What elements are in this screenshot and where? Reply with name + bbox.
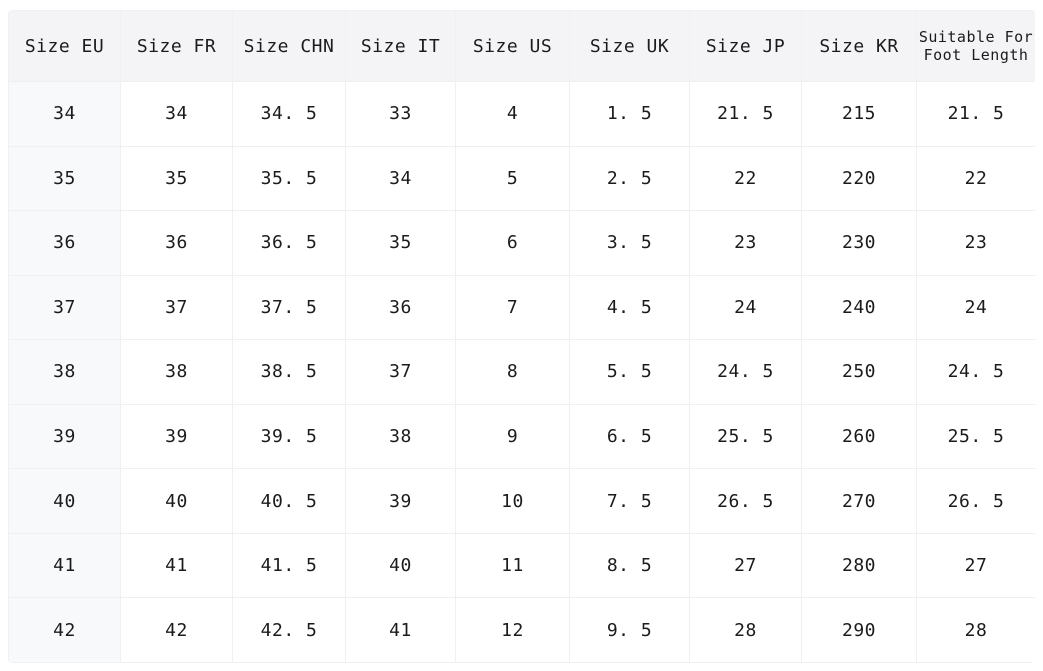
cell-uk: 1. 5 [570, 82, 690, 147]
cell-uk: 7. 5 [570, 469, 690, 534]
cell-jp: 25. 5 [690, 404, 802, 469]
cell-foot_length: 27 [917, 533, 1036, 598]
cell-it: 33 [346, 82, 456, 147]
cell-it: 40 [346, 533, 456, 598]
cell-jp: 27 [690, 533, 802, 598]
table-row [9, 82, 1036, 147]
cell-uk: 5. 5 [570, 340, 690, 405]
column-header-kr: Size KR [802, 11, 917, 82]
cell-fr: 34 [121, 82, 233, 147]
cell-foot_length: 28 [917, 598, 1036, 663]
column-header-eu: Size EU [9, 11, 121, 82]
cell-chn: 38. 5 [233, 340, 346, 405]
cell-kr: 250 [802, 340, 917, 405]
cell-eu: 35 [9, 146, 121, 211]
cell-jp: 22 [690, 146, 802, 211]
table-row [9, 340, 1036, 405]
cell-kr: 220 [802, 146, 917, 211]
cell-kr: 240 [802, 275, 917, 340]
cell-fr: 38 [121, 340, 233, 405]
cell-fr: 40 [121, 469, 233, 534]
cell-us: 8 [456, 340, 570, 405]
table-row [9, 275, 1036, 340]
cell-uk: 6. 5 [570, 404, 690, 469]
cell-kr: 230 [802, 211, 917, 276]
cell-it: 39 [346, 469, 456, 534]
cell-uk: 8. 5 [570, 533, 690, 598]
cell-foot_length: 23 [917, 211, 1036, 276]
cell-fr: 36 [121, 211, 233, 276]
cell-uk: 9. 5 [570, 598, 690, 663]
cell-jp: 26. 5 [690, 469, 802, 534]
cell-chn: 39. 5 [233, 404, 346, 469]
cell-foot_length: 24. 5 [917, 340, 1036, 405]
cell-fr: 41 [121, 533, 233, 598]
cell-eu: 37 [9, 275, 121, 340]
column-header-it: Size IT [346, 11, 456, 82]
cell-foot_length: 21. 5 [917, 82, 1036, 147]
cell-chn: 42. 5 [233, 598, 346, 663]
column-header-us: Size US [456, 11, 570, 82]
table-row [9, 533, 1036, 598]
cell-chn: 40. 5 [233, 469, 346, 534]
cell-foot_length: 25. 5 [917, 404, 1036, 469]
column-header-chn: Size CHN [233, 11, 346, 82]
cell-us: 5 [456, 146, 570, 211]
cell-kr: 270 [802, 469, 917, 534]
cell-jp: 23 [690, 211, 802, 276]
cell-it: 36 [346, 275, 456, 340]
size-chart [8, 10, 1035, 663]
cell-jp: 28 [690, 598, 802, 663]
cell-us: 7 [456, 275, 570, 340]
cell-us: 12 [456, 598, 570, 663]
cell-chn: 37. 5 [233, 275, 346, 340]
column-header-jp: Size JP [690, 11, 802, 82]
cell-foot_length: 26. 5 [917, 469, 1036, 534]
cell-us: 9 [456, 404, 570, 469]
table-row [9, 404, 1036, 469]
cell-kr: 215 [802, 82, 917, 147]
cell-jp: 21. 5 [690, 82, 802, 147]
size-chart-header [9, 11, 1036, 82]
size-chart-body [9, 82, 1036, 663]
cell-it: 37 [346, 340, 456, 405]
cell-kr: 290 [802, 598, 917, 663]
cell-eu: 39 [9, 404, 121, 469]
cell-us: 10 [456, 469, 570, 534]
cell-uk: 3. 5 [570, 211, 690, 276]
cell-fr: 35 [121, 146, 233, 211]
cell-uk: 2. 5 [570, 146, 690, 211]
cell-chn: 35. 5 [233, 146, 346, 211]
cell-eu: 41 [9, 533, 121, 598]
cell-it: 38 [346, 404, 456, 469]
cell-eu: 42 [9, 598, 121, 663]
cell-jp: 24. 5 [690, 340, 802, 405]
column-header-fr: Size FR [121, 11, 233, 82]
cell-eu: 38 [9, 340, 121, 405]
table-row [9, 211, 1036, 276]
cell-foot_length: 22 [917, 146, 1036, 211]
cell-foot_length: 24 [917, 275, 1036, 340]
size-chart-table [8, 10, 1035, 663]
cell-kr: 260 [802, 404, 917, 469]
cell-kr: 280 [802, 533, 917, 598]
cell-chn: 41. 5 [233, 533, 346, 598]
cell-eu: 40 [9, 469, 121, 534]
header-row [9, 11, 1036, 82]
cell-us: 6 [456, 211, 570, 276]
cell-eu: 36 [9, 211, 121, 276]
cell-fr: 37 [121, 275, 233, 340]
table-row [9, 469, 1036, 534]
table-row [9, 146, 1036, 211]
column-header-uk: Size UK [570, 11, 690, 82]
cell-fr: 42 [121, 598, 233, 663]
cell-it: 41 [346, 598, 456, 663]
cell-fr: 39 [121, 404, 233, 469]
table-row [9, 598, 1036, 663]
cell-chn: 34. 5 [233, 82, 346, 147]
cell-chn: 36. 5 [233, 211, 346, 276]
cell-it: 34 [346, 146, 456, 211]
cell-eu: 34 [9, 82, 121, 147]
cell-uk: 4. 5 [570, 275, 690, 340]
cell-it: 35 [346, 211, 456, 276]
cell-jp: 24 [690, 275, 802, 340]
cell-us: 4 [456, 82, 570, 147]
cell-us: 11 [456, 533, 570, 598]
column-header-foot_length: Suitable For Foot Length [917, 11, 1036, 82]
